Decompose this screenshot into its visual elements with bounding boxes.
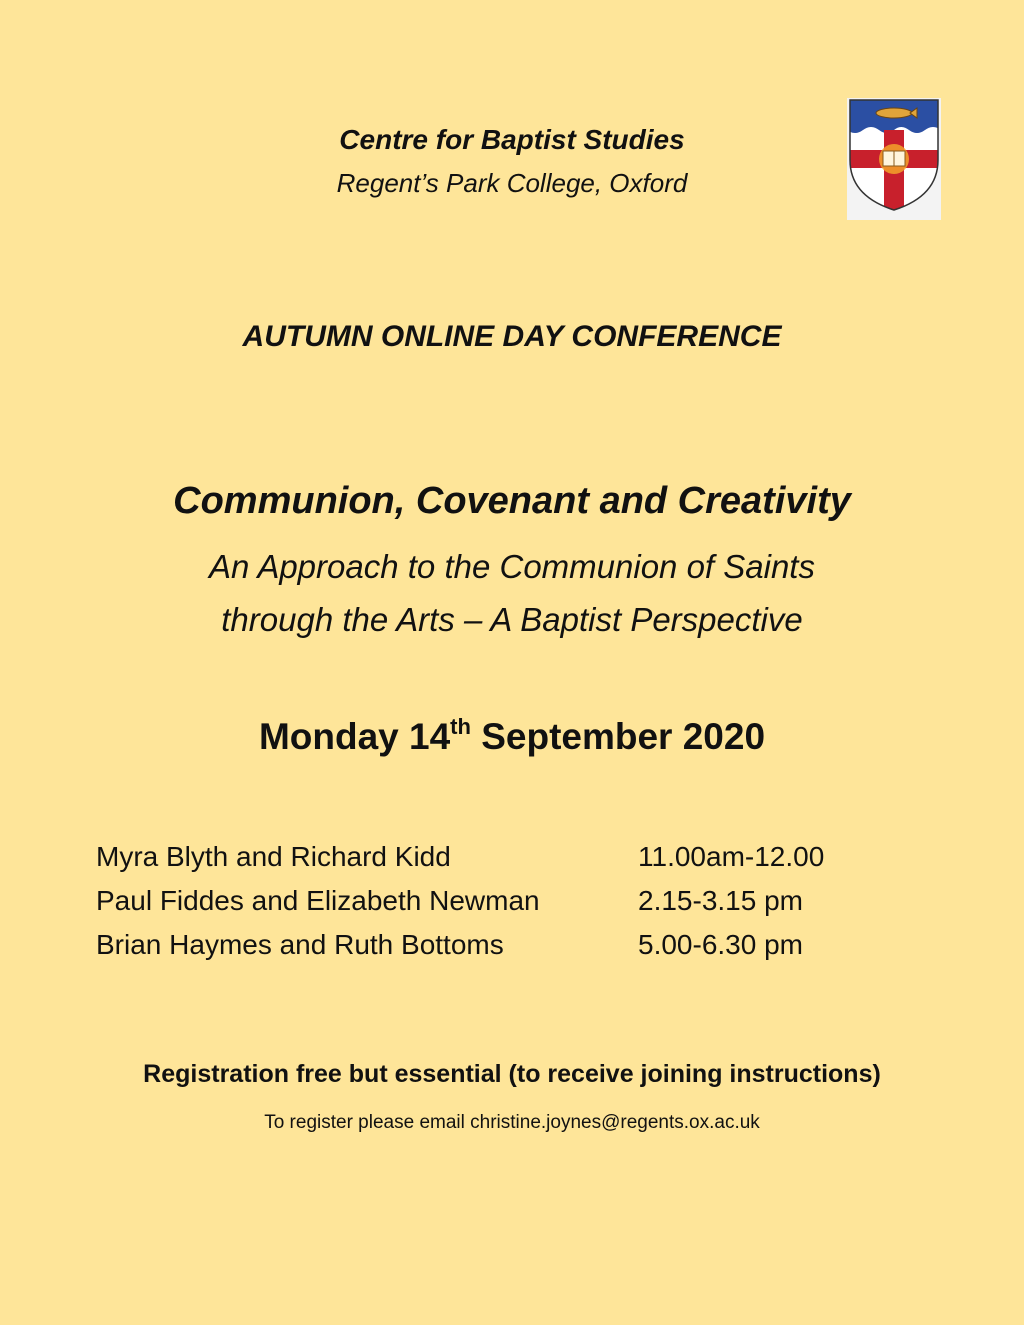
registration-email[interactable]: christine.joynes@regents.ox.ac.uk xyxy=(470,1112,760,1133)
regents-park-college-crest-icon xyxy=(847,98,941,220)
session-speakers: Brian Haymes and Ruth Bottoms xyxy=(96,929,504,960)
schedule-list xyxy=(96,835,824,967)
date-day: Monday 14 xyxy=(258,716,451,757)
schedule-row xyxy=(96,923,824,967)
session-speakers: Myra Blyth and Richard Kidd xyxy=(96,841,451,872)
conference-title: Communion, Covenant and Creativity xyxy=(173,480,851,522)
conference-type: AUTUMN ONLINE DAY CONFERENCE xyxy=(242,320,782,353)
session-time: 2.15-3.15 pm xyxy=(638,885,803,916)
session-time: 11.00am-12.00 xyxy=(638,841,825,872)
email-prefix: To register please email xyxy=(264,1112,471,1133)
date-ordinal: th xyxy=(450,714,471,739)
date-month-year: September 2020 xyxy=(470,716,766,757)
session-time: 5.00-6.30 pm xyxy=(638,929,803,960)
organization-name: Centre for Baptist Studies xyxy=(339,124,685,155)
institution-name: Regent’s Park College, Oxford xyxy=(336,168,688,198)
schedule-row xyxy=(96,835,824,879)
registration-email-line xyxy=(0,1112,1024,1134)
conference-subtitle xyxy=(0,540,1024,646)
schedule-row xyxy=(96,879,824,923)
subtitle-line-2: through the Arts – A Baptist Perspective xyxy=(221,601,803,638)
registration-notice: Registration free but essential (to receive joining instructions) xyxy=(143,1060,881,1088)
conference-date xyxy=(0,716,1024,758)
subtitle-line-1: An Approach to the Communion of Saints xyxy=(209,548,815,585)
session-speakers: Paul Fiddes and Elizabeth Newman xyxy=(96,885,540,916)
